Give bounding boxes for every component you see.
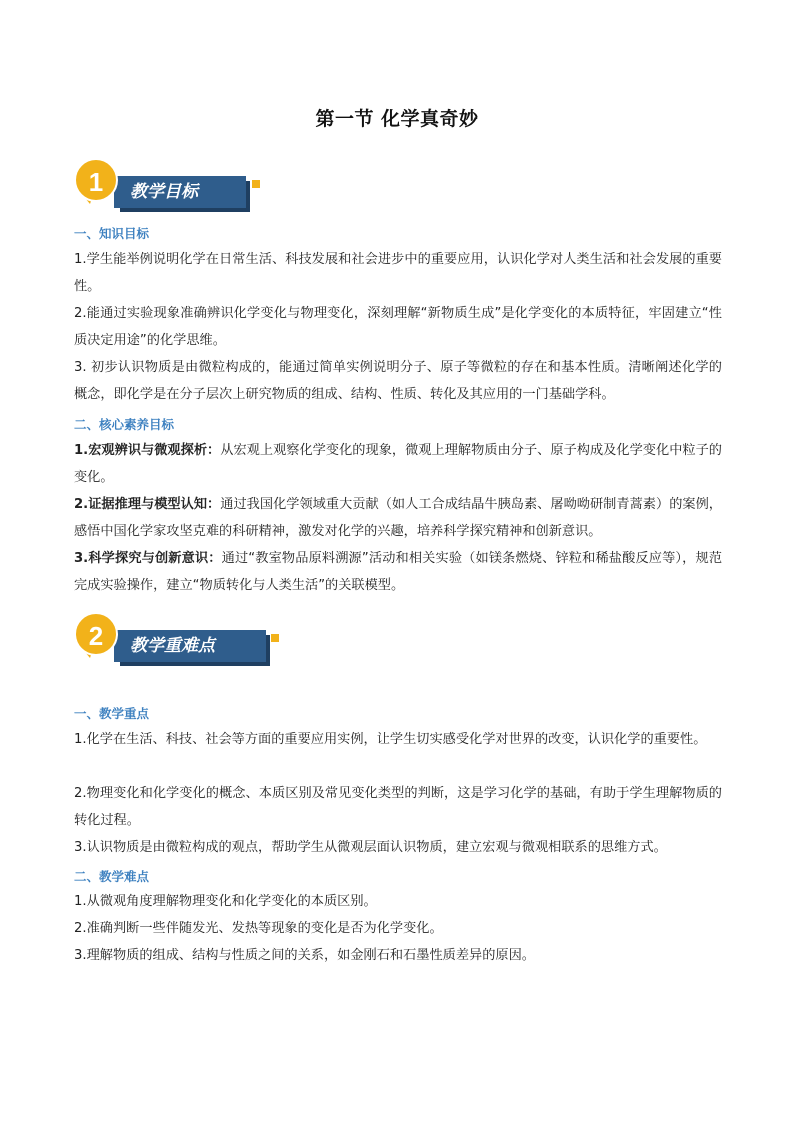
banner-number-badge: 2 (74, 612, 118, 656)
paragraph: 1.化学在生活、科技、社会等方面的重要应用实例，让学生切实感受化学对世界的改变，认识化学的重要性。 (74, 732, 707, 747)
paragraph-text: 通过我国化学领域重大贡献（如人工合成结晶牛胰岛素、屠呦呦研制青蒿素）的案例，感悟中国化学家攻坚克难的科研精神，激发对化学的兴趣，培养科学探究精神和创新意识。 (74, 497, 722, 539)
banner-number-badge: 1 (74, 158, 118, 202)
banner-square-decoration (252, 180, 260, 188)
paragraph: 2.物理变化和化学变化的概念、本质区别及常见变化类型的判断，这是学习化学的基础，有助于学生理解物质的转化过程。 (74, 786, 722, 828)
section-heading-hard: 二、教学难点 (74, 869, 150, 884)
section-banner-difficulty (74, 612, 284, 664)
page-title: 第一节 化学真奇妙 (315, 108, 479, 130)
paragraph-text: 通过“教室物品原料溯源”活动和相关实验（如镁条燃烧、锌粒和稀盐酸反应等），规范完成实验操作，建立“物质转化与人类生活”的关联模型。 (74, 551, 723, 593)
paragraph-lead: 1.宏观辨识与微观探析： (74, 443, 221, 458)
paragraph (74, 545, 722, 599)
section-heading-core: 二、核心素养目标 (74, 417, 175, 432)
section-heading-key: 一、教学重点 (74, 706, 150, 721)
paragraph-lead: 2.证据推理与模型认知： (74, 497, 221, 512)
paragraph: 1.学生能举例说明化学在日常生活、科技发展和社会进步中的重要应用，认识化学对人类生活和社会发展的重要性。 (74, 252, 722, 294)
paragraph: 1.从微观角度理解物理变化和化学变化的本质区别。 (74, 894, 377, 909)
paragraph: 2.准确判断一些伴随发光、发热等现象的变化是否为化学变化。 (74, 921, 443, 936)
banner-square-decoration (271, 634, 279, 642)
paragraph-text: 从宏观上观察化学变化的现象，微观上理解物质由分子、原子构成及化学变化中粒子的变化。 (74, 443, 722, 485)
paragraph: 2.能通过实验现象准确辨识化学变化与物理变化，深刻理解“新物质生成”是化学变化的本质特征，牢固建立“性质决定用途”的化学思维。 (74, 306, 722, 348)
paragraph: 3. 初步认识物质是由微粒构成的，能通过简单实例说明分子、原子等微粒的存在和基本性质。清晰阐述化学的概念，即化学是在分子层次上研究物质的组成、结构、性质、转化及其应用的一门基础学科。 (74, 360, 722, 402)
section-heading-knowledge: 一、知识目标 (74, 226, 150, 241)
paragraph (74, 437, 722, 491)
paragraph (74, 491, 722, 545)
paragraph: 3.理解物质的组成、结构与性质之间的关系，如金刚石和石墨性质差异的原因。 (74, 948, 535, 963)
paragraph-lead: 3.科学探究与创新意识： (74, 551, 222, 566)
paragraph: 3.认识物质是由微粒构成的观点，帮助学生从微观层面认识物质，建立宏观与微观相联系的思维方式。 (74, 840, 667, 855)
section-banner-goals (74, 158, 284, 210)
banner-label: 教学重难点 (114, 630, 266, 662)
banner-label: 教学目标 (114, 176, 246, 208)
